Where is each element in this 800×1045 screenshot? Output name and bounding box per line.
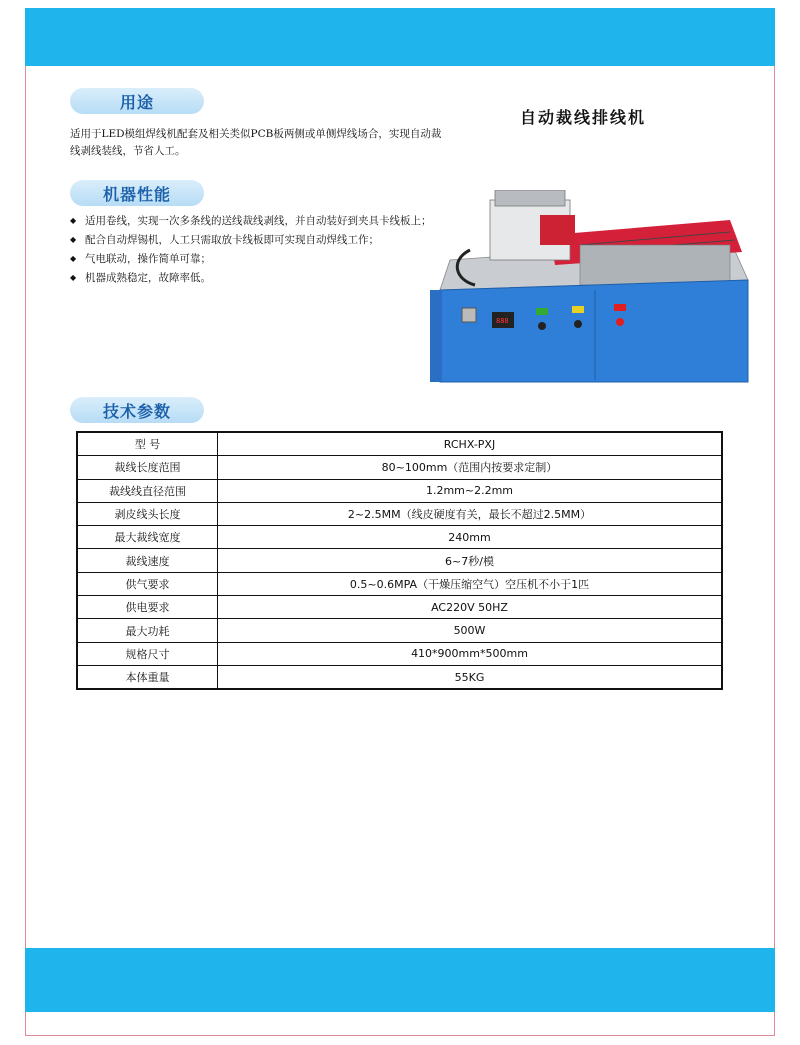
table-row: 裁线线直径范围 1.2mm~2.2mm bbox=[77, 479, 722, 502]
table-row: 剥皮线头长度 2~2.5MM（线皮硬度有关，最长不超过2.5MM） bbox=[77, 502, 722, 525]
table-row: 本体重量 55KG bbox=[77, 665, 722, 689]
list-item: ◆ 气电联动，操作简单可靠； bbox=[70, 253, 211, 265]
bullet-icon: ◆ bbox=[70, 254, 77, 263]
table-row: 裁线速度 6~7秒/模 bbox=[77, 549, 722, 572]
list-item: ◆ 适用卷线，实现一次多条线的送线裁线剥线，并自动装好到夹具卡线板上； bbox=[70, 215, 432, 227]
section-label-performance: 机器性能 bbox=[70, 180, 204, 206]
product-title: 自动裁线排线机 bbox=[520, 108, 647, 127]
section-label-specs: 技术参数 bbox=[70, 397, 204, 423]
section-label-usage: 用途 bbox=[70, 88, 204, 114]
usage-text: 适用于LED模组焊线机配套及相关类似PCB板两侧或单侧焊线场合，实现自动裁线剥线装线，节省人工。 bbox=[70, 128, 442, 157]
list-item: ◆ 配合自动焊锡机，人工只需取放卡线板即可实现自动焊线工作； bbox=[70, 234, 379, 246]
top-banner bbox=[25, 8, 775, 66]
table-row: 规格尺寸 410*900mm*500mm bbox=[77, 642, 722, 665]
bottom-banner bbox=[25, 948, 775, 1012]
bullet-icon: ◆ bbox=[70, 216, 77, 225]
table-row: 供电要求 AC220V 50HZ bbox=[77, 596, 722, 619]
table-row: 裁线长度范围 80~100mm（范围内按要求定制） bbox=[77, 456, 722, 479]
table-row: 供气要求 0.5~0.6MPA（干燥压缩空气）空压机不小于1匹 bbox=[77, 572, 722, 595]
bullet-icon: ◆ bbox=[70, 235, 77, 244]
svg-text:888: 888 bbox=[496, 317, 509, 325]
feature-list bbox=[68, 213, 448, 289]
list-item: ◆ 机器成熟稳定，故障率低。 bbox=[70, 272, 211, 284]
machine-photo bbox=[430, 190, 760, 385]
bullet-icon: ◆ bbox=[70, 273, 77, 282]
table-row: 最大功耗 500W bbox=[77, 619, 722, 642]
table-row: 型 号 RCHX-PXJ bbox=[77, 432, 722, 456]
spec-table bbox=[76, 431, 723, 690]
table-row: 最大裁线宽度 240mm bbox=[77, 526, 722, 549]
